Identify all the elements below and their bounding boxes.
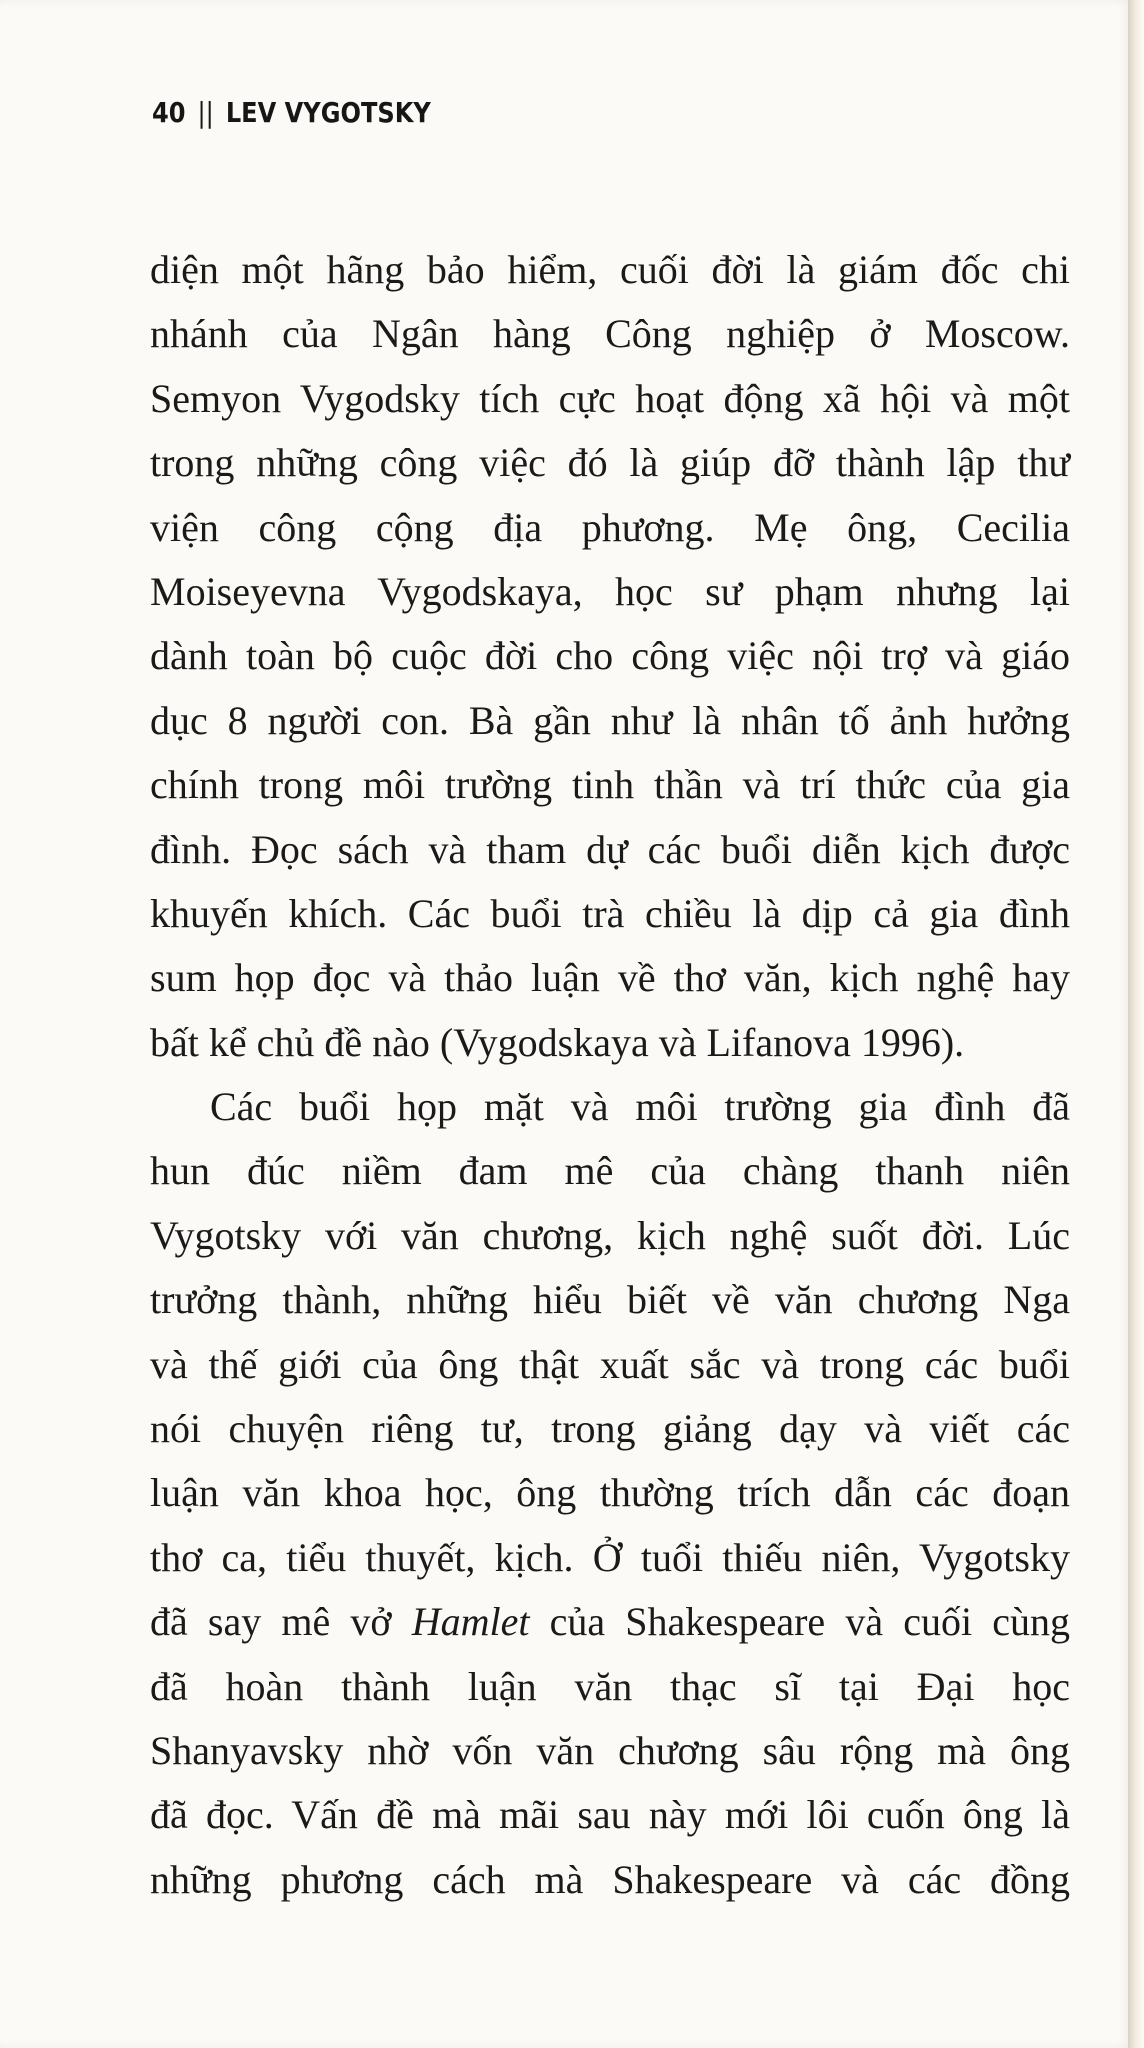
page-number: 40 — [152, 96, 186, 129]
work-title: Hamlet — [411, 1599, 530, 1645]
text-line: trong những công việc đó là giúp đỡ thành lập thư — [150, 440, 1070, 486]
text-line: dục 8 người con. Bà gần như là nhân tố ảnh hưởng — [150, 697, 1070, 743]
text-line: Shanyavsky nhờ vốn văn chương sâu rộng mà ông — [150, 1727, 1070, 1773]
text-line: Semyon Vygodsky tích cực hoạt động xã hội và một — [150, 375, 1070, 421]
text-line: hun đúc niềm đam mê của chàng thanh niên — [150, 1148, 1070, 1194]
text-line: những phương cách mà Shakespeare và các đồng — [150, 1856, 1070, 1902]
text-line: dành toàn bộ cuộc đời cho công việc nội trợ và giáo — [150, 633, 1070, 679]
text-line: Các buổi họp mặt và môi trường gia đình đã — [210, 1084, 1070, 1130]
header-separator: || — [197, 96, 214, 129]
text-line: luận văn khoa học, ông thường trích dẫn các đoạn — [150, 1470, 1070, 1516]
text-fragment: của Shakespeare và cuối cùng — [529, 1599, 1071, 1645]
text-line: đình. Đọc sách và tham dự các buổi diễn kịch được — [150, 826, 1070, 872]
text-line: viện công cộng địa phương. Mẹ ông, Cecilia — [150, 504, 1070, 550]
text-line: diện một hãng bảo hiểm, cuối đời là giám đốc chi — [150, 247, 1070, 292]
text-line: và thế giới của ông thật xuất sắc và trong các buổi — [150, 1341, 1070, 1387]
running-header — [152, 96, 431, 129]
text-line: Moiseyevna Vygodskaya, học sư phạm nhưng lại — [150, 568, 1070, 614]
text-line: nhánh của Ngân hàng Công nghiệp ở Moscow. — [150, 311, 1070, 357]
text-line-with-title — [150, 1590, 1070, 1654]
text-line: sum họp đọc và thảo luận về thơ văn, kịch nghệ hay — [150, 955, 1070, 1001]
text-line: thơ ca, tiểu thuyết, kịch. Ở tuổi thiếu niên, Vygotsky — [150, 1534, 1070, 1580]
text-line: khuyến khích. Các buổi trà chiều là dịp cả gia đình — [150, 890, 1070, 936]
page-edge — [1128, 0, 1144, 2048]
text-line: đã đọc. Vấn đề mà mãi sau này mới lôi cuốn ông là — [150, 1792, 1070, 1838]
text-fragment: đã say mê vở — [150, 1599, 412, 1645]
text-line: đã hoàn thành luận văn thạc sĩ tại Đại học — [150, 1663, 1070, 1709]
running-title: LEV VYGOTSKY — [225, 96, 431, 129]
body-text — [150, 238, 1070, 1912]
text-line: Vygotsky với văn chương, kịch nghệ suốt đời. Lúc — [150, 1212, 1070, 1258]
text-line: chính trong môi trường tinh thần và trí thức của gia — [150, 762, 1070, 808]
text-line: bất kể chủ đề nào (Vygodskaya và Lifanova 1996). — [150, 1019, 965, 1065]
text-line: trưởng thành, những hiểu biết về văn chương Nga — [150, 1277, 1070, 1323]
text-line: nói chuyện riêng tư, trong giảng dạy và viết các — [150, 1406, 1070, 1452]
